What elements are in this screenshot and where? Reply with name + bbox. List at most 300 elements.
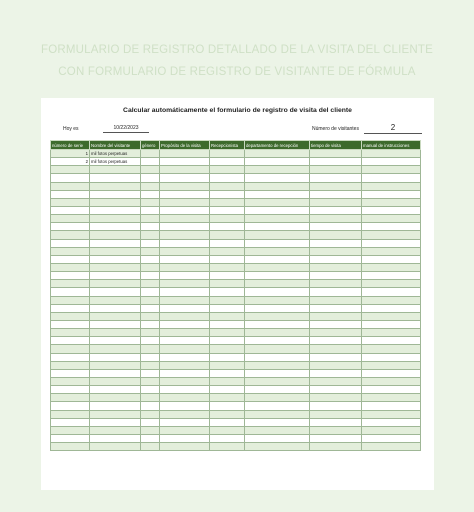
table-cell[interactable] [362, 263, 421, 271]
table-cell[interactable] [51, 337, 90, 345]
table-cell[interactable] [141, 263, 160, 271]
table-cell[interactable] [51, 288, 90, 296]
table-cell[interactable] [310, 369, 362, 377]
table-cell[interactable] [141, 158, 160, 166]
table-cell[interactable] [160, 361, 210, 369]
table-cell[interactable] [310, 231, 362, 239]
table-cell[interactable] [245, 353, 310, 361]
table-cell[interactable] [245, 263, 310, 271]
table-cell[interactable] [51, 345, 90, 353]
table-cell[interactable] [310, 361, 362, 369]
table-cell[interactable] [51, 434, 90, 442]
table-cell[interactable] [362, 418, 421, 426]
table-cell[interactable] [90, 320, 141, 328]
column-header[interactable]: manual de instrucciones [362, 141, 421, 150]
table-cell[interactable] [362, 296, 421, 304]
table-cell[interactable] [210, 361, 245, 369]
table-cell[interactable] [362, 410, 421, 418]
table-cell[interactable] [51, 377, 90, 385]
table-cell[interactable] [160, 426, 210, 434]
date-value[interactable]: 10/22/2023 [103, 124, 149, 133]
table-cell[interactable] [160, 182, 210, 190]
table-cell[interactable] [51, 296, 90, 304]
table-cell[interactable] [90, 255, 141, 263]
table-cell[interactable] [362, 280, 421, 288]
table-cell[interactable] [160, 272, 210, 280]
table-cell[interactable] [141, 418, 160, 426]
table-cell[interactable] [210, 304, 245, 312]
table-cell[interactable] [90, 394, 141, 402]
table-cell[interactable] [310, 280, 362, 288]
table-cell[interactable] [160, 320, 210, 328]
table-cell[interactable] [141, 377, 160, 385]
table-cell[interactable] [362, 239, 421, 247]
table-cell[interactable] [160, 239, 210, 247]
table-cell[interactable] [362, 337, 421, 345]
table-cell[interactable] [245, 166, 310, 174]
table-cell[interactable] [141, 402, 160, 410]
table-cell[interactable] [310, 206, 362, 214]
table-cell[interactable] [210, 369, 245, 377]
table-cell[interactable] [362, 215, 421, 223]
table-cell[interactable] [310, 255, 362, 263]
table-cell[interactable] [90, 239, 141, 247]
table-cell[interactable] [141, 166, 160, 174]
table-cell[interactable] [210, 320, 245, 328]
table-cell[interactable] [51, 198, 90, 206]
table-cell[interactable] [245, 255, 310, 263]
table-cell[interactable] [141, 320, 160, 328]
table-cell[interactable] [310, 337, 362, 345]
table-cell[interactable] [245, 206, 310, 214]
table-cell[interactable] [51, 239, 90, 247]
table-cell[interactable] [141, 394, 160, 402]
table-cell[interactable] [51, 426, 90, 434]
table-cell[interactable] [160, 247, 210, 255]
column-header[interactable]: tiempo de visita [310, 141, 362, 150]
table-cell[interactable] [90, 223, 141, 231]
table-cell[interactable] [310, 320, 362, 328]
table-cell[interactable] [51, 174, 90, 182]
table-cell[interactable] [245, 320, 310, 328]
table-cell[interactable] [310, 263, 362, 271]
table-cell[interactable] [141, 231, 160, 239]
table-cell[interactable] [310, 304, 362, 312]
table-cell[interactable] [51, 361, 90, 369]
table-cell[interactable] [160, 223, 210, 231]
table-cell[interactable] [141, 215, 160, 223]
table-cell[interactable] [141, 426, 160, 434]
table-cell[interactable] [245, 312, 310, 320]
table-cell[interactable] [141, 369, 160, 377]
table-cell[interactable] [51, 386, 90, 394]
table-cell[interactable] [245, 223, 310, 231]
table-cell[interactable] [362, 247, 421, 255]
table-cell[interactable] [160, 386, 210, 394]
table-cell[interactable] [210, 434, 245, 442]
table-cell[interactable] [245, 231, 310, 239]
table-cell[interactable] [210, 426, 245, 434]
table-cell[interactable] [362, 386, 421, 394]
table-cell[interactable] [90, 206, 141, 214]
table-cell[interactable] [362, 198, 421, 206]
table-cell[interactable] [160, 206, 210, 214]
table-cell[interactable] [160, 377, 210, 385]
table-cell[interactable] [90, 410, 141, 418]
table-cell[interactable] [210, 394, 245, 402]
table-cell[interactable] [51, 418, 90, 426]
table-cell[interactable] [310, 158, 362, 166]
table-cell[interactable] [51, 304, 90, 312]
table-cell[interactable] [310, 443, 362, 451]
table-cell[interactable] [160, 296, 210, 304]
table-cell[interactable] [210, 182, 245, 190]
table-cell[interactable] [362, 320, 421, 328]
table-cell[interactable]: 2 [51, 158, 90, 166]
table-cell[interactable] [160, 158, 210, 166]
table-cell[interactable] [245, 288, 310, 296]
table-cell[interactable] [362, 443, 421, 451]
table-cell[interactable] [362, 150, 421, 158]
table-cell[interactable] [245, 190, 310, 198]
table-cell[interactable] [245, 296, 310, 304]
table-cell[interactable] [160, 174, 210, 182]
table-cell[interactable] [310, 223, 362, 231]
table-cell[interactable] [362, 223, 421, 231]
table-cell[interactable] [210, 288, 245, 296]
table-cell[interactable] [362, 394, 421, 402]
table-cell[interactable] [310, 182, 362, 190]
table-cell[interactable] [160, 304, 210, 312]
table-cell[interactable] [141, 288, 160, 296]
table-cell[interactable] [160, 150, 210, 158]
table-cell[interactable] [141, 410, 160, 418]
table-cell[interactable] [51, 443, 90, 451]
column-header[interactable]: género [141, 141, 160, 150]
table-cell[interactable] [141, 190, 160, 198]
table-cell[interactable] [245, 410, 310, 418]
table-cell[interactable] [245, 158, 310, 166]
table-cell[interactable] [160, 418, 210, 426]
table-cell[interactable] [362, 190, 421, 198]
table-cell[interactable] [90, 215, 141, 223]
table-cell[interactable] [310, 329, 362, 337]
table-cell[interactable] [362, 369, 421, 377]
table-cell[interactable] [160, 345, 210, 353]
table-cell[interactable] [160, 280, 210, 288]
table-cell[interactable] [160, 312, 210, 320]
table-cell[interactable] [90, 361, 141, 369]
table-cell[interactable] [51, 410, 90, 418]
table-cell[interactable] [160, 394, 210, 402]
table-cell[interactable] [245, 377, 310, 385]
table-cell[interactable] [51, 255, 90, 263]
table-cell[interactable] [90, 369, 141, 377]
table-cell[interactable] [90, 263, 141, 271]
table-cell[interactable] [245, 215, 310, 223]
table-cell[interactable] [210, 255, 245, 263]
table-cell[interactable] [90, 174, 141, 182]
table-cell[interactable] [362, 402, 421, 410]
table-cell[interactable] [210, 353, 245, 361]
table-cell[interactable] [210, 329, 245, 337]
table-cell[interactable] [362, 377, 421, 385]
table-cell[interactable] [210, 263, 245, 271]
table-cell[interactable] [310, 434, 362, 442]
table-cell[interactable] [210, 158, 245, 166]
table-cell[interactable] [90, 288, 141, 296]
table-cell[interactable] [90, 418, 141, 426]
column-header[interactable]: número de serie [51, 141, 90, 150]
table-cell[interactable] [245, 402, 310, 410]
table-cell[interactable] [160, 434, 210, 442]
table-cell[interactable] [210, 312, 245, 320]
table-cell[interactable] [160, 190, 210, 198]
table-cell[interactable] [90, 182, 141, 190]
table-cell[interactable] [245, 329, 310, 337]
table-cell[interactable] [141, 255, 160, 263]
table-cell[interactable] [362, 255, 421, 263]
column-header[interactable]: Nombre del visitante [90, 141, 141, 150]
table-cell[interactable] [90, 166, 141, 174]
table-cell[interactable] [362, 272, 421, 280]
table-cell[interactable] [90, 272, 141, 280]
table-cell[interactable] [245, 426, 310, 434]
table-cell[interactable] [141, 337, 160, 345]
table-cell[interactable] [51, 320, 90, 328]
table-cell[interactable] [141, 182, 160, 190]
table-cell[interactable] [310, 377, 362, 385]
table-cell[interactable] [310, 272, 362, 280]
table-cell[interactable] [362, 426, 421, 434]
table-cell[interactable] [141, 174, 160, 182]
table-cell[interactable] [210, 198, 245, 206]
table-cell[interactable] [245, 394, 310, 402]
table-cell[interactable] [245, 361, 310, 369]
table-cell[interactable] [310, 150, 362, 158]
table-cell[interactable] [160, 255, 210, 263]
table-cell[interactable] [90, 386, 141, 394]
table-cell[interactable] [51, 247, 90, 255]
table-cell[interactable] [160, 215, 210, 223]
table-cell[interactable] [141, 345, 160, 353]
table-cell[interactable] [141, 223, 160, 231]
table-cell[interactable] [141, 361, 160, 369]
table-cell[interactable] [90, 304, 141, 312]
table-cell[interactable] [310, 394, 362, 402]
table-cell[interactable] [362, 231, 421, 239]
table-cell[interactable] [141, 247, 160, 255]
table-cell[interactable] [90, 434, 141, 442]
table-cell[interactable] [90, 247, 141, 255]
table-cell[interactable] [141, 272, 160, 280]
table-cell[interactable] [51, 272, 90, 280]
table-cell[interactable] [210, 190, 245, 198]
table-cell[interactable] [310, 426, 362, 434]
table-cell[interactable] [51, 223, 90, 231]
table-cell[interactable] [160, 443, 210, 451]
table-cell[interactable] [210, 386, 245, 394]
table-cell[interactable] [90, 345, 141, 353]
table-cell[interactable] [141, 386, 160, 394]
table-cell[interactable] [245, 337, 310, 345]
table-cell[interactable] [141, 434, 160, 442]
visitors-count-value[interactable]: 2 [364, 123, 422, 134]
table-cell[interactable] [141, 443, 160, 451]
table-cell[interactable] [310, 174, 362, 182]
table-cell[interactable] [51, 190, 90, 198]
table-cell[interactable] [51, 402, 90, 410]
table-cell[interactable] [245, 434, 310, 442]
table-cell[interactable] [245, 345, 310, 353]
table-cell[interactable] [90, 231, 141, 239]
table-cell[interactable] [141, 296, 160, 304]
table-cell[interactable] [210, 280, 245, 288]
table-cell[interactable] [310, 386, 362, 394]
table-cell[interactable] [245, 369, 310, 377]
table-cell[interactable] [245, 272, 310, 280]
table-cell[interactable] [90, 377, 141, 385]
table-cell[interactable] [90, 312, 141, 320]
table-cell[interactable] [245, 304, 310, 312]
table-cell[interactable] [51, 312, 90, 320]
table-cell[interactable] [245, 280, 310, 288]
table-cell[interactable] [245, 182, 310, 190]
column-header[interactable]: Recepcionista [210, 141, 245, 150]
table-cell[interactable] [141, 329, 160, 337]
table-cell[interactable] [141, 206, 160, 214]
table-cell[interactable] [362, 312, 421, 320]
table-cell[interactable] [310, 190, 362, 198]
table-cell[interactable] [141, 353, 160, 361]
table-cell[interactable] [362, 434, 421, 442]
table-cell[interactable] [362, 304, 421, 312]
table-cell[interactable] [160, 353, 210, 361]
table-cell[interactable] [210, 231, 245, 239]
table-cell[interactable] [245, 443, 310, 451]
table-cell[interactable] [245, 174, 310, 182]
table-cell[interactable] [310, 215, 362, 223]
table-cell[interactable] [210, 174, 245, 182]
table-cell[interactable] [141, 312, 160, 320]
table-cell[interactable] [141, 150, 160, 158]
table-cell[interactable] [210, 402, 245, 410]
table-cell[interactable] [310, 402, 362, 410]
table-cell[interactable] [210, 223, 245, 231]
table-cell[interactable] [362, 166, 421, 174]
table-cell[interactable] [160, 402, 210, 410]
table-cell[interactable] [210, 345, 245, 353]
table-cell[interactable] [90, 329, 141, 337]
table-cell[interactable]: mil fotos perpetuas [90, 158, 141, 166]
table-cell[interactable] [210, 206, 245, 214]
table-cell[interactable] [90, 198, 141, 206]
table-cell[interactable] [362, 345, 421, 353]
table-cell[interactable] [160, 288, 210, 296]
table-cell[interactable] [160, 329, 210, 337]
table-cell[interactable] [51, 369, 90, 377]
table-cell[interactable] [362, 182, 421, 190]
table-cell[interactable] [141, 239, 160, 247]
table-cell[interactable] [90, 296, 141, 304]
table-cell[interactable] [51, 329, 90, 337]
table-cell[interactable] [90, 402, 141, 410]
table-cell[interactable] [210, 410, 245, 418]
table-cell[interactable] [210, 377, 245, 385]
table-cell[interactable] [210, 337, 245, 345]
table-cell[interactable] [141, 198, 160, 206]
table-cell[interactable] [310, 239, 362, 247]
table-cell[interactable] [310, 312, 362, 320]
table-cell[interactable] [362, 174, 421, 182]
table-cell[interactable] [51, 353, 90, 361]
table-cell[interactable] [51, 231, 90, 239]
column-header[interactable]: Propósito de la visita [160, 141, 210, 150]
table-cell[interactable] [245, 150, 310, 158]
table-cell[interactable] [210, 239, 245, 247]
table-cell[interactable] [90, 426, 141, 434]
table-cell[interactable] [90, 280, 141, 288]
table-cell[interactable] [160, 337, 210, 345]
table-cell[interactable] [160, 198, 210, 206]
table-cell[interactable]: mil fotos perpetuas [90, 150, 141, 158]
table-cell[interactable] [310, 198, 362, 206]
table-cell[interactable]: 1 [51, 150, 90, 158]
table-cell[interactable] [310, 410, 362, 418]
table-cell[interactable] [141, 280, 160, 288]
table-cell[interactable] [51, 166, 90, 174]
table-cell[interactable] [210, 296, 245, 304]
table-cell[interactable] [245, 239, 310, 247]
table-cell[interactable] [362, 288, 421, 296]
table-cell[interactable] [160, 231, 210, 239]
table-cell[interactable] [160, 166, 210, 174]
table-cell[interactable] [362, 329, 421, 337]
table-cell[interactable] [310, 296, 362, 304]
table-cell[interactable] [51, 394, 90, 402]
table-cell[interactable] [210, 247, 245, 255]
table-cell[interactable] [160, 369, 210, 377]
table-cell[interactable] [210, 166, 245, 174]
table-cell[interactable] [51, 215, 90, 223]
column-header[interactable]: departamento de recepción [245, 141, 310, 150]
table-cell[interactable] [51, 182, 90, 190]
table-cell[interactable] [310, 247, 362, 255]
table-cell[interactable] [160, 410, 210, 418]
table-cell[interactable] [245, 386, 310, 394]
table-cell[interactable] [310, 166, 362, 174]
table-cell[interactable] [245, 247, 310, 255]
table-cell[interactable] [51, 263, 90, 271]
table-cell[interactable] [210, 150, 245, 158]
table-cell[interactable] [210, 418, 245, 426]
table-cell[interactable] [51, 280, 90, 288]
table-cell[interactable] [310, 345, 362, 353]
table-cell[interactable] [245, 198, 310, 206]
table-cell[interactable] [210, 443, 245, 451]
table-cell[interactable] [362, 158, 421, 166]
table-cell[interactable] [90, 443, 141, 451]
table-cell[interactable] [310, 418, 362, 426]
table-cell[interactable] [51, 206, 90, 214]
table-cell[interactable] [90, 190, 141, 198]
table-cell[interactable] [310, 353, 362, 361]
table-cell[interactable] [90, 353, 141, 361]
table-cell[interactable] [210, 215, 245, 223]
table-cell[interactable] [310, 288, 362, 296]
table-cell[interactable] [90, 337, 141, 345]
table-cell[interactable] [210, 272, 245, 280]
